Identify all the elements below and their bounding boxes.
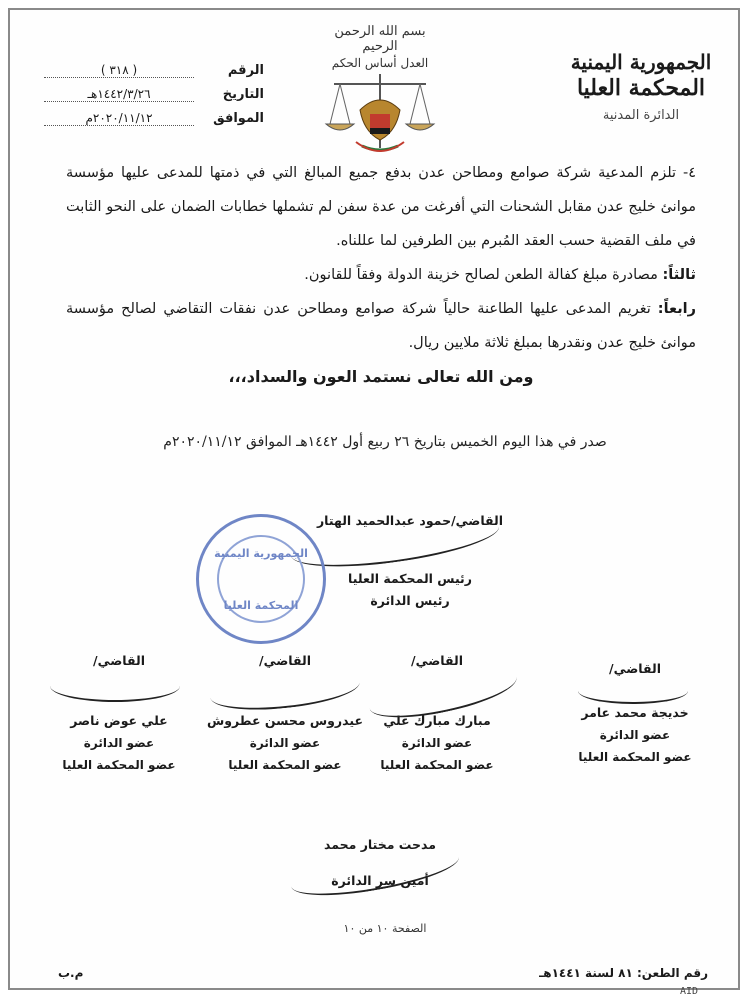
seal-bottom-text: المحكمة العليا xyxy=(223,599,299,612)
judge-3-label: القاضي/ xyxy=(259,653,311,668)
judge-4-signature-icon xyxy=(50,670,180,702)
judge-1-role-2: عضو المحكمة العليا xyxy=(578,750,692,764)
ruling-fourth xyxy=(66,292,696,360)
judge-block-3 xyxy=(200,650,370,776)
division-name: الدائرة المدنية xyxy=(602,108,680,123)
emblem-block xyxy=(315,24,445,162)
ruling-body xyxy=(66,156,696,394)
third-text: مصادرة مبلغ كفالة الطعن لصالح خزينة الدولة وفقاً للقانون. xyxy=(304,267,663,283)
ref-gregorian-value: ٢٠٢٠/١١/١٢م xyxy=(44,111,194,126)
presiding-judge-name: القاضي/حمود عبدالحميد الهتار xyxy=(316,513,504,528)
court-seal-icon xyxy=(196,514,326,644)
closing-phrase: ومن الله تعالى نستمد العون والسداد،،، xyxy=(228,367,534,386)
fourth-text: تغريم المدعى عليها الطاعنة حالياً شركة صوامع ومطاحن عدن نفقات التقاضي لصالح مؤسسة موانئ خليج عدن ونقدرها بمبلغ ثلاثة ملايين ريال. xyxy=(66,301,696,351)
document-page xyxy=(8,8,740,997)
ref-date-row xyxy=(34,82,264,106)
judge-3-role-2: عضو المحكمة العليا xyxy=(228,758,342,772)
judge-1-signature-icon xyxy=(578,678,688,704)
issued-date-line: صدر في هذا اليوم الخميس بتاريخ ٢٦ ربيع أول ١٤٤٢هـ الموافق ٢٠٢٠/١١/١٢م xyxy=(163,434,607,450)
appeal-number: رقم الطعن: ٨١ لسنة ١٤٤١هـ xyxy=(539,966,708,980)
page-number: الصفحة ١٠ من ١٠ xyxy=(343,922,427,935)
court-name: المحكمة العليا xyxy=(576,75,706,101)
ruling-third xyxy=(66,258,696,292)
initials: م.ب xyxy=(58,966,84,980)
secretary-role: أمين سر الدائرة xyxy=(331,873,429,888)
ref-number-row xyxy=(34,58,264,82)
judge-block-4 xyxy=(44,650,194,776)
ref-number-value: ( ٣١٨ ) xyxy=(44,63,194,78)
third-lead: ثالثاً: xyxy=(662,267,696,283)
seal-top-text: الجمهورية اليمنية xyxy=(214,547,308,560)
ref-gregorian-row xyxy=(34,106,264,130)
judge-4-role-2: عضو المحكمة العليا xyxy=(62,758,176,772)
reference-block xyxy=(34,58,264,130)
basmala-text: بسم الله الرحمن الرحيم xyxy=(334,24,426,54)
ref-gregorian-label: الموافق xyxy=(213,110,264,126)
presiding-role-1: رئيس المحكمة العليا xyxy=(348,571,472,586)
judge-1-name: خديجة محمد عامر xyxy=(581,705,689,720)
ref-number-label: الرقم xyxy=(227,62,264,78)
judge-1-role-1: عضو الدائرة xyxy=(599,728,671,742)
secretary-name: مدحت مختار محمد xyxy=(324,837,436,852)
motto-text: العدل أساس الحكم xyxy=(331,56,429,70)
judge-2-label: القاضي/ xyxy=(411,653,463,668)
ref-date-label: التاريخ xyxy=(222,86,264,102)
court-header xyxy=(566,50,716,123)
ruling-item-4: ٤- تلزم المدعية شركة صوامع ومطاحن عدن بدفع جميع المبالغ التي في ذمتها للمدعى عليها مؤسسة موانئ خليج عدن مقابل الشحنات التي أفرغت من عدة سفن لم تشملها خطابات الضمان على النحو الثابت في ملف القضية حسب العقد المُبرم بين الطرفين لما عللناه. xyxy=(66,165,696,249)
presiding-role-2: رئيس الدائرة xyxy=(370,593,450,608)
judge-1-label: القاضي/ xyxy=(609,661,661,676)
judge-2-role-1: عضو الدائرة xyxy=(401,736,473,750)
judge-3-role-1: عضو الدائرة xyxy=(249,736,321,750)
judge-2-role-2: عضو المحكمة العليا xyxy=(380,758,494,772)
country-name: الجمهورية اليمنية xyxy=(570,50,712,74)
judge-block-1 xyxy=(560,658,710,768)
judge-3-name: عيدروس محسن عطروش xyxy=(206,713,363,728)
judge-4-name: علي عوض ناصر xyxy=(70,713,168,728)
judge-4-label: القاضي/ xyxy=(93,653,145,668)
ref-date-value: ١٤٤٢/٣/٢٦هـ xyxy=(44,87,194,102)
judge-2-name: مبارك مبارك علي xyxy=(383,713,491,728)
document-code: AID xyxy=(679,986,698,997)
scales-eagle-emblem-icon xyxy=(320,70,440,158)
fourth-lead: رابعاً: xyxy=(657,301,696,317)
judge-4-role-1: عضو الدائرة xyxy=(83,736,155,750)
